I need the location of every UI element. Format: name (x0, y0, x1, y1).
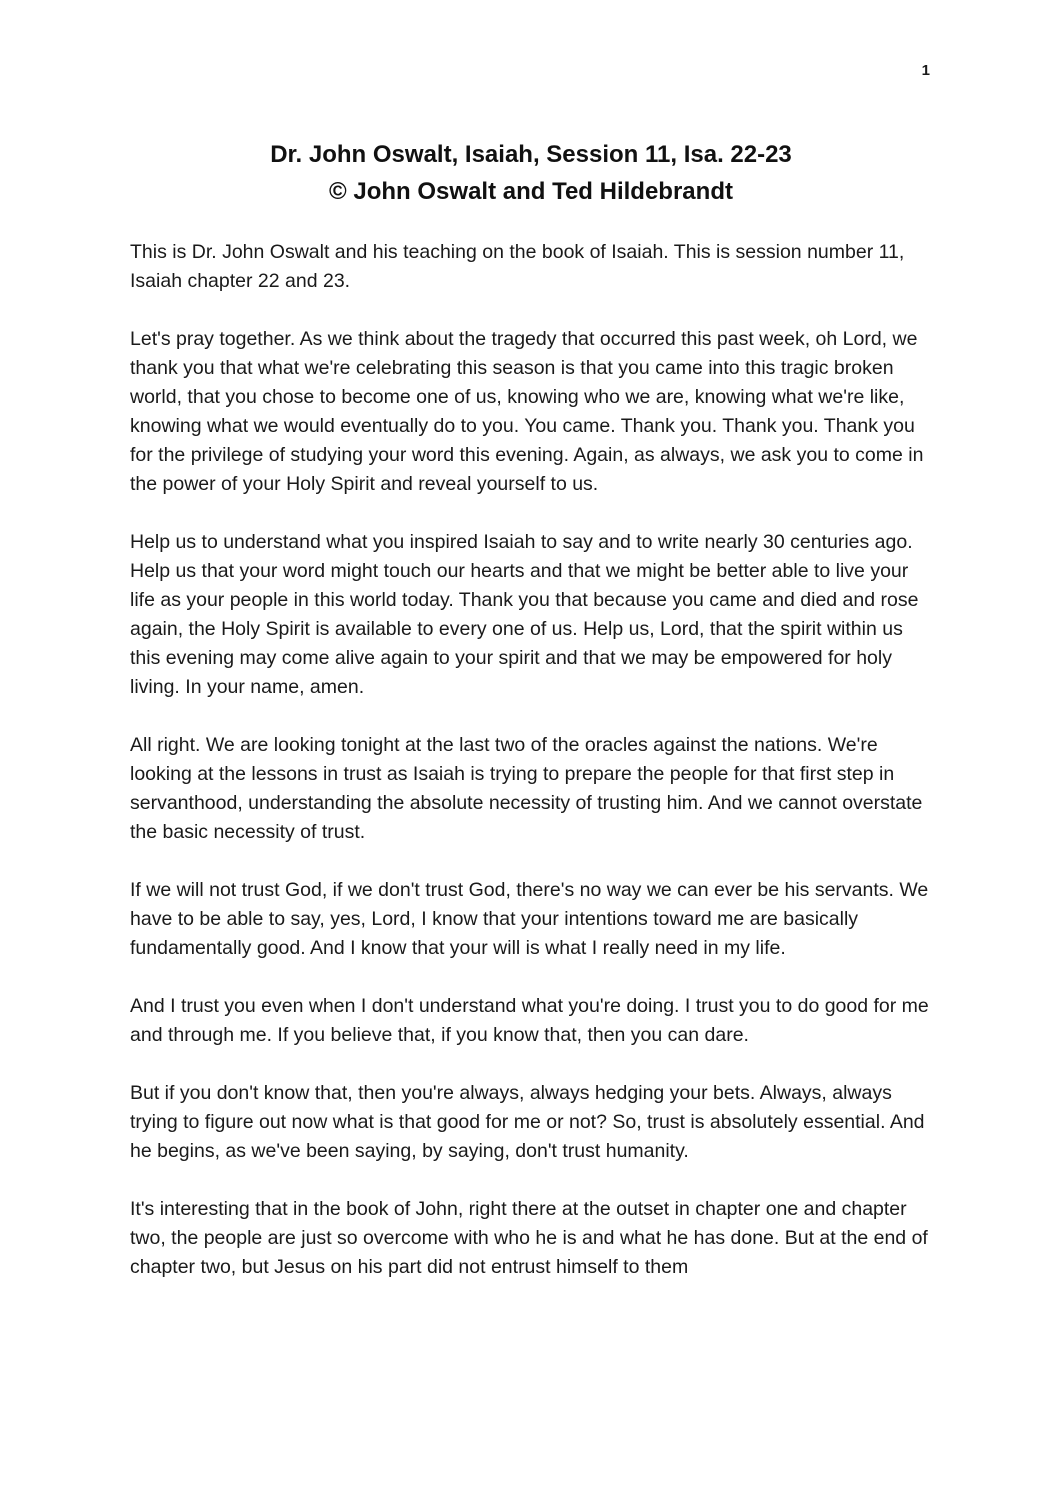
paragraph: If we will not trust God, if we don't trust God, there's no way we can ever be his servants. We have to be able to say, yes, Lord, I know that your intentions toward me are basically fundamentally good. And I know that your will is what I really need in my life. (130, 879, 929, 959)
paragraph: This is Dr. John Oswalt and his teaching on the book of Isaiah. This is session number 11, Isaiah chapter 22 and 23. (130, 241, 905, 292)
title-line-1: Dr. John Oswalt, Isaiah, Session 11, Isa. 22-23 (270, 141, 792, 168)
paragraph: But if you don't know that, then you're always, always hedging your bets. Always, always trying to figure out now what is that good for me or not? So, trust is absolutely essential. And he begins, as we've been saying, by saying, don't trust humanity. (130, 1082, 925, 1162)
document-content (130, 136, 932, 1282)
paragraph: Help us to understand what you inspired Isaiah to say and to write nearly 30 centuries ago. Help us that your word might touch our hearts and that we might be better able to live your life as your people in this world today. Thank you that because you came and died and rose again, the Holy Spirit is available to every one of us. Help us, Lord, that the spirit within us this evening may come alive again to your spirit and that we may be empowered for holy living. In your name, amen. (130, 531, 919, 698)
document-title (130, 136, 932, 210)
document-body (130, 238, 932, 1282)
paragraph: It's interesting that in the book of John, right there at the outset in chapter one and chapter two, the people are just so overcome with who he is and what he has done. But at the end of chapter two, but Jesus on his part did not entrust himself to them (130, 1198, 928, 1278)
paragraph: All right. We are looking tonight at the last two of the oracles against the nations. We're looking at the lessons in trust as Isaiah is trying to prepare the people for that first step in servanthood, understanding the absolute necessity of trusting him. And we cannot overstate the basic necessity of trust. (130, 734, 923, 843)
title-line-2-copyright: © John Oswalt and Ted Hildebrandt (329, 178, 733, 205)
paragraph: And I trust you even when I don't understand what you're doing. I trust you to do good for me and through me. If you believe that, if you know that, then you can dare. (130, 995, 929, 1046)
page-number: 1 (921, 62, 930, 79)
paragraph: Let's pray together. As we think about the tragedy that occurred this past week, oh Lord, we thank you that what we're celebrating this season is that you came into this tragic broken world, that you chose to become one of us, knowing who we are, knowing what we're like, knowing what we would eventually do to you. You came. Thank you. Thank you. Thank you for the privilege of studying your word this evening. Again, as always, we ask you to come in the power of your Holy Spirit and reveal yourself to us. (130, 328, 924, 495)
